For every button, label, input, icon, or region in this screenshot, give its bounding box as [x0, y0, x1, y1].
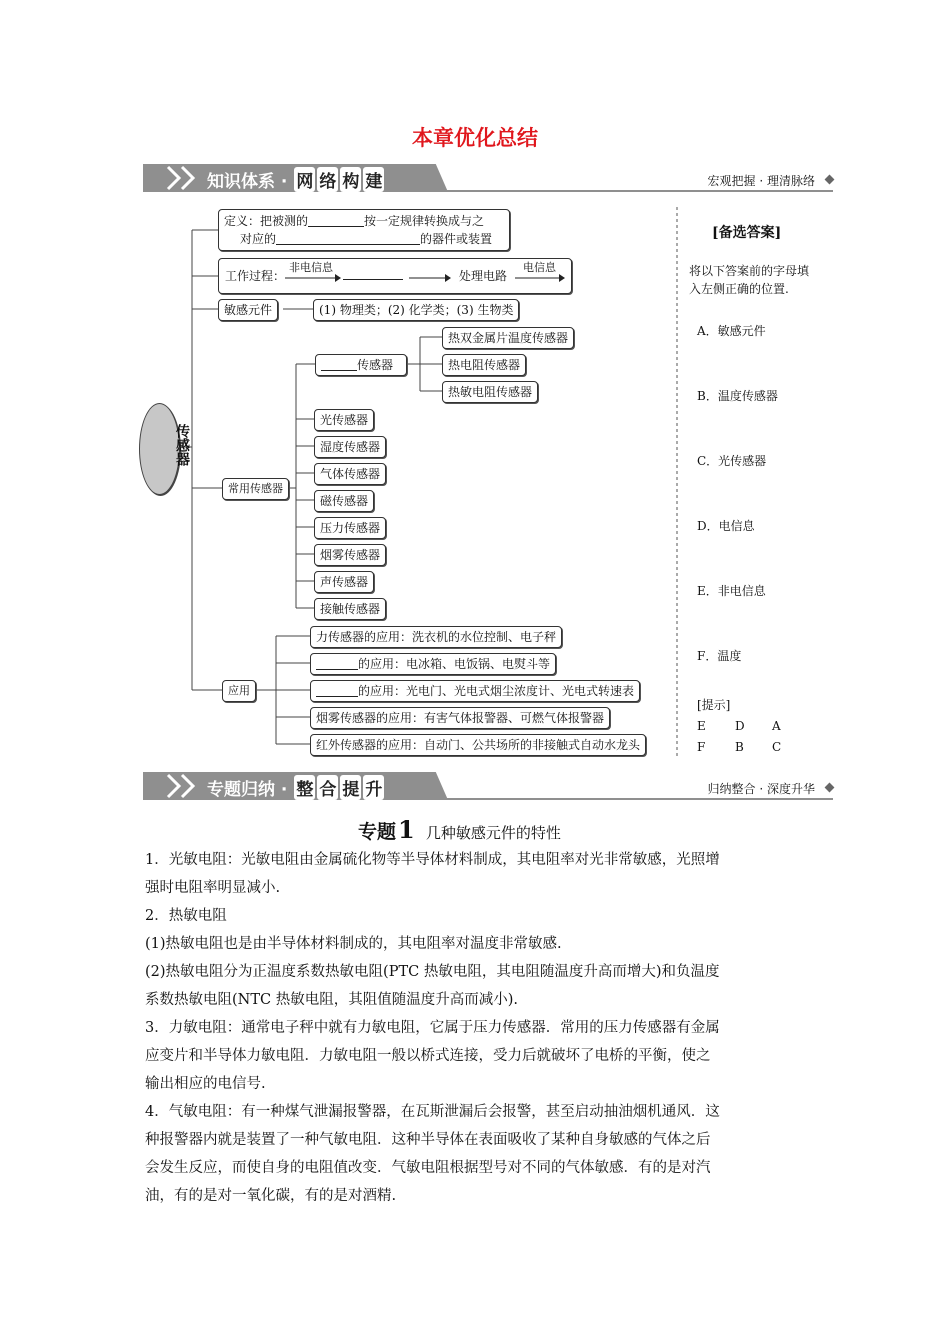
common-type-node: 声传感器	[314, 571, 374, 593]
answer-option: F．温度	[697, 649, 742, 663]
body-line: 会发生反应，而使自身的电阻值改变．气敏电阻根据型号对不同的气体敏感．有的是对汽	[145, 1160, 711, 1176]
process-node: 工作过程： 非电信息 处理电路 电信息	[218, 258, 572, 294]
common-sensors-node: 常用传感器	[222, 478, 289, 500]
common-type-node: 烟雾传感器	[314, 544, 386, 566]
answer-option: A．敏感元件	[697, 324, 766, 338]
answers-instruction: 将以下答案前的字母填	[689, 264, 810, 278]
answer-option: C．光传感器	[697, 454, 767, 468]
answers-instruction: 入左侧正确的位置.	[689, 282, 789, 296]
body-line: 2．热敏电阻	[145, 908, 227, 924]
sensitive-types-node: (1) 物理类；(2) 化学类；(3) 生物类	[313, 299, 519, 321]
application-item: 烟雾传感器的应用：有害气体报警器、可燃气体报警器	[310, 707, 610, 729]
body-line: 系数热敏电阻(NTC 热敏电阻，其阻值随温度升高而减小).	[145, 992, 518, 1008]
hint-letter: D	[735, 719, 745, 733]
body-line: 应变片和半导体力敏电阻．力敏电阻一般以桥式连接，受力后就破坏了电桥的平衡，使之	[145, 1048, 711, 1064]
common-type-node: 光传感器	[314, 409, 374, 431]
common-type-node: 湿度传感器	[314, 436, 386, 458]
hint-letter: A	[772, 719, 781, 733]
hint-letter: C	[772, 740, 782, 754]
answer-option: E．非电信息	[697, 584, 766, 598]
temp-type-node: 热电阻传感器	[442, 354, 526, 376]
body-line: 种报警器内就是装置了一种气敏电阻．这种半导体在表面吸收了某种自身敏感的气体之后	[145, 1132, 711, 1148]
common-type-node: 气体传感器	[314, 463, 386, 485]
temp-type-node: 热双金属片温度传感器	[442, 327, 574, 349]
hint-letter: B	[735, 740, 744, 754]
topic-heading: 专题1 几种敏感元件的特性	[358, 815, 561, 844]
body-line: 强时电阻率明显减小.	[145, 880, 281, 896]
chevron-right-icon	[179, 773, 197, 799]
definition-node: 定义：把被测的 按一定规律转换成与之 对应的 的器件或装置	[218, 209, 510, 251]
body-line: 1．光敏电阻：光敏电阻由金属硫化物等半导体材料制成，其电阻率对光非常敏感，光照增	[145, 852, 720, 868]
answer-option: B．温度传感器	[697, 389, 778, 403]
root-node: 传感器	[139, 403, 180, 495]
banner-subtitle: 宏观把握 · 理清脉络	[707, 174, 815, 188]
body-line: (1)热敏电阻也是由半导体材料制成的，其电阻率对温度非常敏感.	[145, 936, 562, 952]
banner-subtitle: 归纳整合 · 深度升华	[707, 782, 815, 796]
application-node: 应用	[222, 680, 256, 702]
page-title: 本章优化总结	[412, 126, 538, 150]
blank-sensor-node: 传感器	[315, 354, 407, 376]
application-item: 红外传感器的应用：自动门、公共场所的非接触式自动水龙头	[310, 734, 646, 756]
application-item: 力传感器的应用：洗衣机的水位控制、电子秤	[310, 626, 562, 648]
diamond-icon	[825, 783, 835, 793]
body-line: 输出相应的电信号.	[145, 1076, 266, 1092]
body-line: 3．力敏电阻：通常电子秤中就有力敏电阻，它属于压力传感器．常用的压力传感器有金属	[145, 1020, 720, 1036]
temp-type-node: 热敏电阻传感器	[442, 381, 538, 403]
common-type-node: 压力传感器	[314, 517, 386, 539]
hint-letter: E	[697, 719, 706, 733]
body-line: 油，有的是对一氧化碳，有的是对酒精.	[145, 1188, 397, 1204]
answer-option: D．电信息	[697, 519, 755, 533]
answers-title: [备选答案]	[712, 225, 782, 241]
body-line: (2)热敏电阻分为正温度系数热敏电阻(PTC 热敏电阻，其电阻随温度升高而增大)和负温度	[145, 964, 720, 980]
banner-title: 专题归纳 · 整 合 提 升	[207, 775, 385, 800]
hint-letter: F	[697, 740, 706, 754]
hint-label: [提示]	[697, 698, 731, 712]
banner-title: 知识体系 · 网 络 构 建	[207, 167, 385, 192]
sensitive-element-node: 敏感元件	[218, 299, 278, 321]
application-item: 的应用：光电门、光电式烟尘浓度计、光电式转速表	[310, 680, 640, 702]
common-type-node: 接触传感器	[314, 598, 386, 620]
section-banner-topics	[143, 772, 833, 802]
body-line: 4．气敏电阻：有一种煤气泄漏报警器，在瓦斯泄漏后会报警，甚至启动抽油烟机通风．这	[145, 1104, 720, 1120]
common-type-node: 磁传感器	[314, 490, 374, 512]
application-item: 的应用：电冰箱、电饭锅、电熨斗等	[310, 653, 556, 675]
